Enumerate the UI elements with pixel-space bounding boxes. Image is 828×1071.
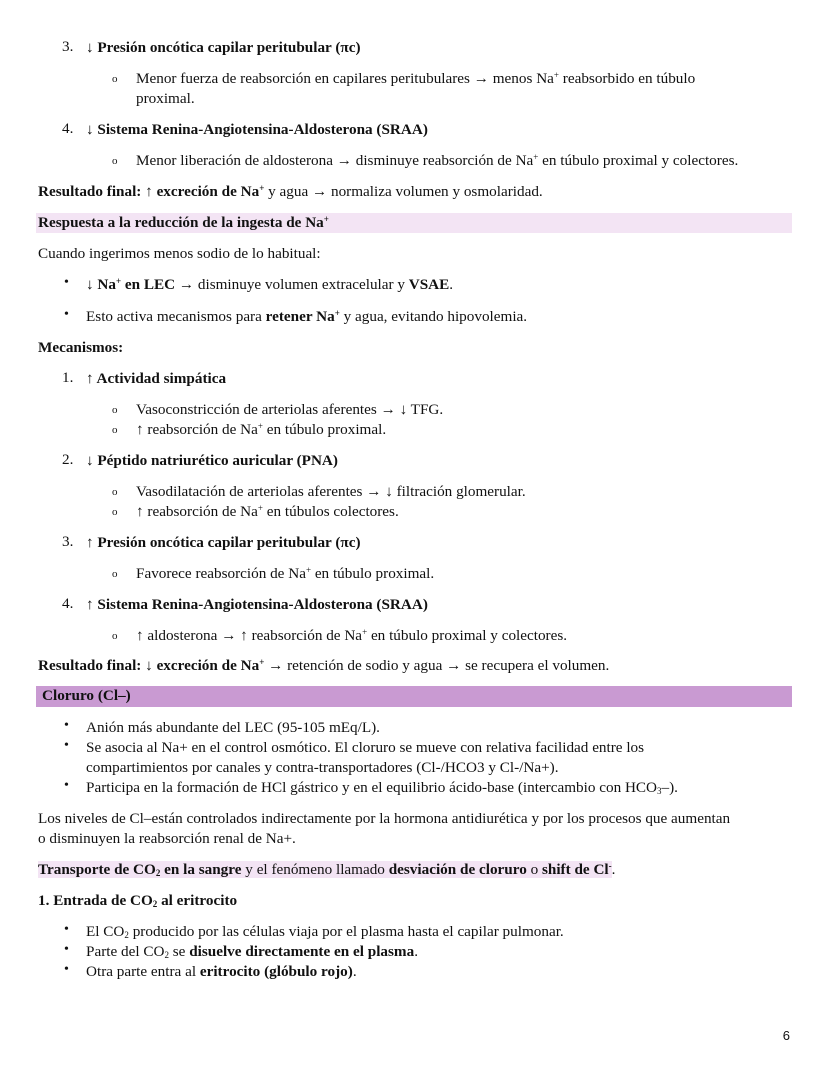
circle-bullet-icon: o [112,73,118,85]
circle-bullet-icon: o [112,424,118,436]
bullet-icon: • [64,922,69,937]
list-item: Parte del $CO_2$ se disuelve directamente en el plasma. [86,943,418,960]
list-item-title: ↑ Sistema Renina-Angiotensina-Aldosterona (SRAA) [86,596,428,613]
bullet-icon: • [64,738,69,753]
section-heading: Cloruro (Cl–) [42,687,131,704]
section-heading: Respuesta a la reducción de la ingesta de Na+ [38,214,329,231]
circle-bullet-icon: o [112,486,118,498]
list-subitem: ↑ reabsorción de Na+ en túbulo proximal. [136,421,387,438]
list-subitem-continuation: proximal. [136,90,195,107]
page-number: 6 [782,1028,790,1043]
list-item: Esto activa mecanismos para retener Na+ y agua, evitando hipovolemia. [86,308,528,325]
circle-bullet-icon: o [112,506,118,518]
circle-bullet-icon: o [112,568,118,580]
list-item: ↓ Na+ en LEC → disminuye volumen extracelular y VSAE. [86,276,454,293]
result-paragraph: Resultado final: ↑ excreción de Na+ y agua → normaliza volumen y osmolaridad. [38,183,543,200]
list-item-title: ↑ Presión oncótica capilar peritubular (πc) [86,534,361,551]
list-number: 2. [62,451,74,468]
bullet-icon: • [64,718,69,733]
paragraph-continuation: o disminuyen la reabsorción renal de Na+. [38,830,296,847]
mechanisms-label: Mecanismos: [38,339,124,356]
list-item: Anión más abundante del LEC (95-105 mEq/L). [86,719,380,736]
list-subitem: Menor fuerza de reabsorción en capilares peritubulares → menos Na+ reabsorbido en túbulo [136,70,696,87]
bullet-icon: • [64,962,69,977]
bullet-icon: • [64,307,69,322]
bullet-icon: • [64,942,69,957]
list-subitem: Menor liberación de aldosterona → disminuye reabsorción de Na+ en túbulo proximal y colectores. [136,152,739,169]
circle-bullet-icon: o [112,404,118,416]
result-paragraph: Resultado final: ↓ excreción de Na+ → retención de sodio y agua → se recupera el volumen. [38,657,610,674]
circle-bullet-icon: o [112,155,118,167]
list-item-title: ↓ Presión oncótica capilar peritubular (πc) [86,39,361,56]
list-number: 4. [62,120,74,137]
list-subitem: Vasodilatación de arteriolas aferentes → ↓ filtración glomerular. [136,483,526,500]
bullet-icon: • [64,275,69,290]
list-item-continuation: compartimientos por canales y contra-transportadores (Cl-/HCO3 y Cl-/Na+). [86,759,559,776]
list-item-title: ↑ Actividad simpática [86,370,227,387]
list-subitem: ↑ reabsorción de Na+ en túbulos colectores. [136,503,399,520]
section-heading-band [36,686,792,707]
paragraph: Los niveles de Cl–están controlados indirectamente por la hormona antidiurética y por los procesos que aumentan [38,810,731,827]
circle-bullet-icon: o [112,630,118,642]
subsection-heading: 1. Entrada de $CO_2$ al eritrocito [38,892,238,909]
list-number: 4. [62,595,74,612]
list-number: 3. [62,38,74,55]
list-item: Participa en la formación de HCl gástrico y en el equilibrio ácido-base (intercambio con $HCO_3-$). [86,779,678,796]
list-number: 3. [62,533,74,550]
bullet-icon: • [64,778,69,793]
list-subitem: Vasoconstricción de arteriolas aferentes → ↓ TFG. [136,401,444,418]
list-item: Se asocia al Na+ en el control osmótico. El cloruro se mueve con relativa facilidad entre los [86,739,645,756]
section-intro-paragraph: Transporte de $CO_2$ en la sangre y el fenómeno llamado desviación de cloruro o shift de Cl-. [38,861,616,878]
list-subitem: Favorece reabsorción de Na+ en túbulo proximal. [136,565,435,582]
list-item: El $CO_2$ producido por las células viaja por el plasma hasta el capilar pulmonar. [86,923,564,940]
intro-paragraph: Cuando ingerimos menos sodio de lo habitual: [38,245,321,262]
list-item: Otra parte entra al eritrocito (glóbulo rojo). [86,963,357,980]
list-number: 1. [62,369,74,386]
list-item-title: ↓ Péptido natriurético auricular (PNA) [86,452,338,469]
list-item-title: ↓ Sistema Renina-Angiotensina-Aldosterona (SRAA) [86,121,428,138]
list-subitem: ↑ aldosterona → ↑ reabsorción de Na+ en túbulo proximal y colectores. [136,627,568,644]
